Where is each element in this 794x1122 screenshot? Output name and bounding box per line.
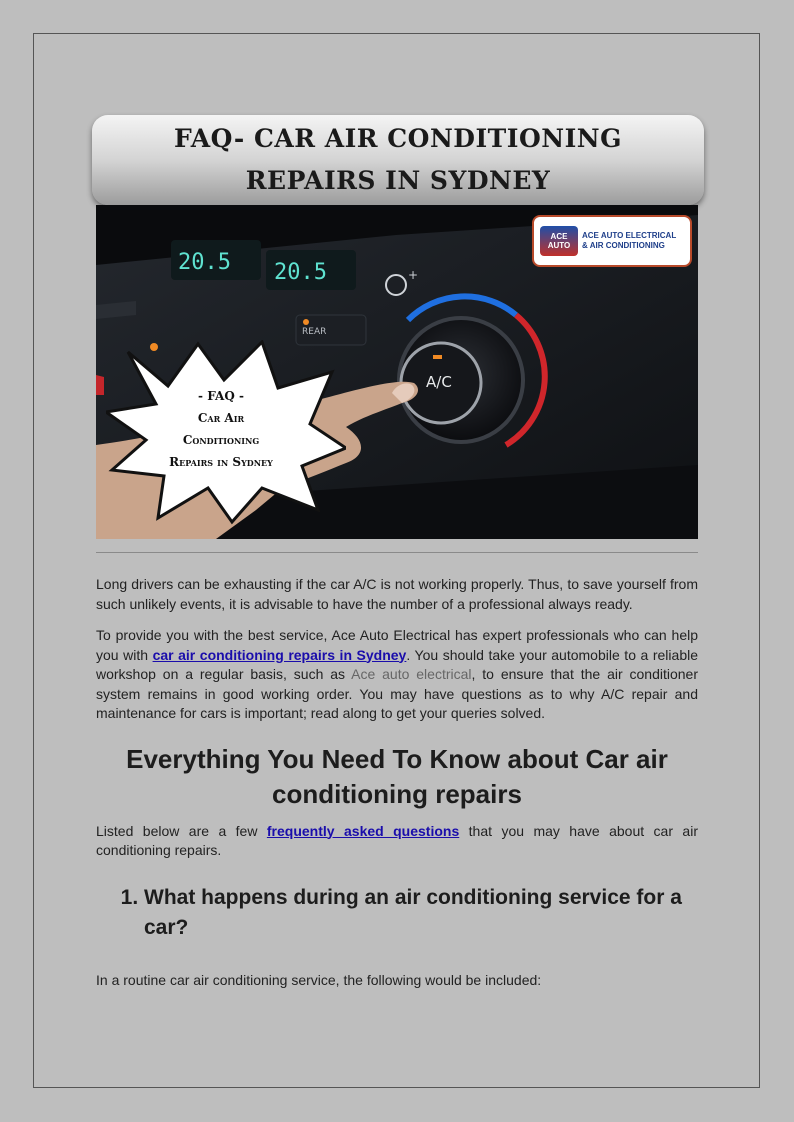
divider [96,552,698,553]
faq-intro-text-2: that you may have about car air conditioning repairs. [96,822,698,858]
burst-line-3: Conditioning [182,433,260,447]
brand-logo [532,215,692,267]
intro-paragraph: Long drivers can be exhausting if the car A/C is not working properly. Thus, to save yourself from such unlikely events, it is advisable to have the number of a professional always ready. [96,576,698,612]
title-banner [92,115,704,205]
article-body [96,575,698,1002]
logo-line-1: ACE AUTO ELECTRICAL [582,231,677,240]
burst-line-2: Car Air [197,411,245,425]
service-includes-paragraph: In a routine car air conditioning service, the following would be included: [96,971,542,988]
rear-label: REAR [302,327,327,337]
service-paragraph [96,626,698,724]
svg-text:+: + [408,268,419,282]
hero-image [96,205,698,539]
faq-link[interactable]: frequently asked questions [266,822,460,839]
page-title: FAQ- CAR AIR CONDITIONING REPAIRS IN SYDNEY [173,124,623,195]
service-text-2: . You should take your automobile to a reliable workshop on a regular basis, such as [96,646,698,682]
service-text-1: To provide you with the best service, Ace Auto Electrical has expert professionals who can help you with [96,627,698,663]
faq-intro-text-1: Listed below are a few [96,822,267,839]
temp-display-right: 20.5 [274,260,327,285]
faq-list [96,883,698,943]
burst-line-4: Repairs in Sydney [169,455,273,469]
service-text-3: , to ensure that the air conditioner system remains in good working order. You may have questions as to why A/C repair and maintenance for cars is important; read along to get your queries solved. [96,666,698,721]
car-ac-repairs-link[interactable]: car air conditioning repairs in Sydney [152,646,407,663]
faq-intro-paragraph [96,822,698,861]
ace-auto-electrical-text: Ace auto electrical [351,666,472,682]
faq-item-1: 1. What happens during an air conditioning service for a car? [144,883,698,943]
section-heading: Everything You Need To Know about Car air conditioning repairs [126,743,668,809]
rear-indicator [303,319,309,325]
ac-label: A/C [426,373,452,391]
burst-line-1: - FAQ - [198,389,244,403]
temp-display-left: 20.5 [178,250,231,275]
logo-badge: ACE AUTO [540,226,578,256]
logo-line-2: & AIR CONDITIONING [582,241,665,250]
burst-text [146,385,296,473]
